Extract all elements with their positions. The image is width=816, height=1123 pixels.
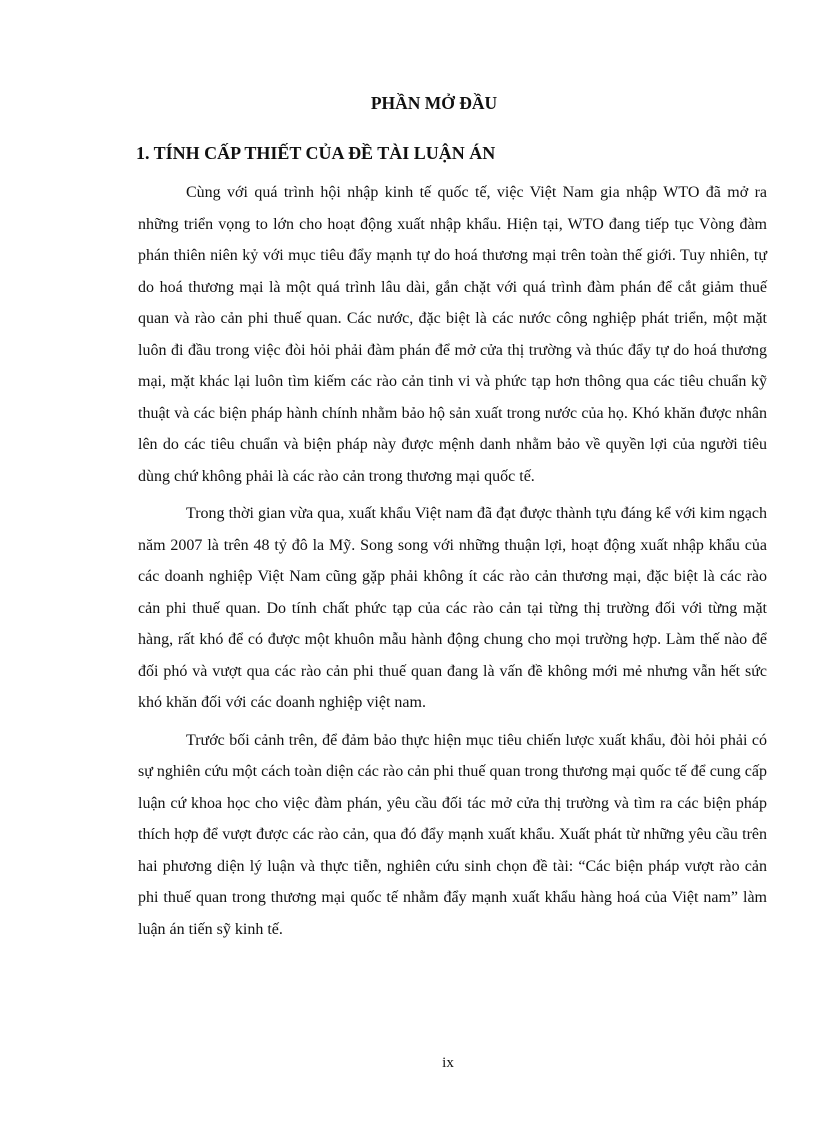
- section-title: 1. TÍNH CẤP THIẾT CỦA ĐỀ TÀI LUẬN ÁN: [136, 143, 496, 163]
- body-text: [138, 177, 767, 951]
- paragraph-2: Trong thời gian vừa qua, xuất khẩu Việt nam đã đạt được thành tựu đáng kể với kim ngạch năm 2007 là trên 48 tỷ đô la Mỹ. Song song với những thuận lợi, hoạt động xuất nhập khẩu của các doanh nghiệp Việt Nam cũng gặp phải không ít các rào cản thương mại, đặc biệt là các rào cản phi thuế quan. Do tính chất phức tạp của các rào cản tại từng thị trường đối với từng mặt hàng, rất khó để có được một khuôn mẫu hành động chung cho mọi trường hợp. Làm thế nào để đối phó và vượt qua các rào cản phi thuế quan đang là vấn đề không mới mẻ nhưng vẫn hết sức khó khăn đối với các doanh nghiệp việt nam.: [138, 505, 767, 711]
- main-heading: PHẦN MỞ ĐẦU: [370, 93, 498, 113]
- paragraph-3: Trước bối cảnh trên, để đảm bảo thực hiện mục tiêu chiến lược xuất khẩu, đòi hỏi phải có sự nghiên cứu một cách toàn diện các rào cản phi thuế quan trong thương mại quốc tế để cung cấp luận cứ khoa học cho việc đàm phán, yêu cầu đối tác mở cửa thị trường và tìm ra các biện pháp thích hợp để vượt được các rào cản, qua đó đẩy mạnh xuất khẩu. Xuất phát từ những yêu cầu trên hai phương diện lý luận và thực tiễn, nghiên cứu sinh chọn đề tài: “Các biện pháp vượt rào cản phi thuế quan trong thương mại quốc tế nhằm đẩy mạnh xuất khẩu hàng hoá của Việt nam” làm luận án tiến sỹ kinh tế.: [138, 731, 767, 938]
- page-number: ix: [442, 1055, 454, 1071]
- paragraph-1: Cùng với quá trình hội nhập kinh tế quốc tế, việc Việt Nam gia nhập WTO đã mở ra những triển vọng to lớn cho hoạt động xuất nhập khẩu. Hiện tại, WTO đang tiếp tục Vòng đàm phán thiên niên kỷ với mục tiêu đẩy mạnh tự do hoá thương mại trên toàn thế giới. Tuy nhiên, tự do hoá thương mại là một quá trình lâu dài, gắn chặt với quá trình đàm phán để cắt giảm thuế quan và rào cản phi thuế quan. Các nước, đặc biệt là các nước công nghiệp phát triển, một mặt luôn đi đầu trong việc đòi hỏi phải đàm phán để mở cửa thị trường và thúc đẩy tự do hoá thương mại, mặt khác lại luôn tìm kiếm các rào cản tinh vi và phức tạp hơn thông qua các tiêu chuẩn kỹ thuật và các biện pháp hành chính nhằm bảo hộ sản xuất trong nước của họ. Khó khăn được nhân lên do các tiêu chuẩn và biện pháp này được mệnh danh nhằm bảo về quyền lợi của người tiêu dùng chứ không phải là các rào cản trong thương mại quốc tế.: [138, 184, 767, 485]
